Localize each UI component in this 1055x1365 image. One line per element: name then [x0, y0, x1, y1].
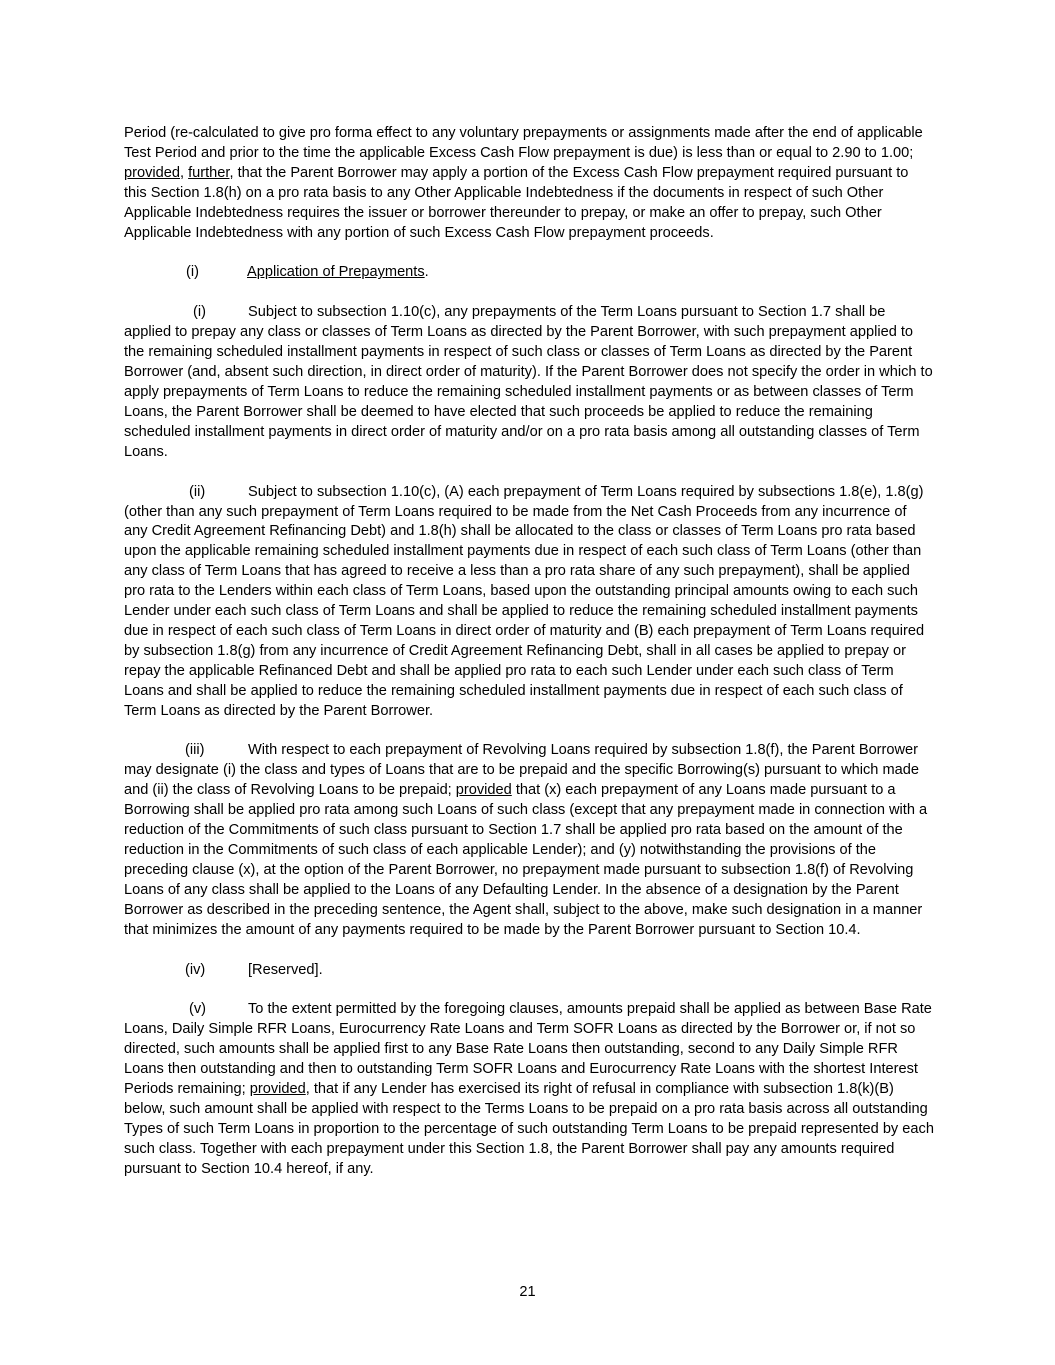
subparagraph-number: (iv) [185, 961, 206, 978]
intro-text-2: , [179, 164, 189, 181]
subparagraph-number: (i) [193, 304, 206, 321]
section-heading-i [124, 263, 934, 283]
subparagraph-iv [124, 961, 934, 981]
provided-underlined: provided [249, 1081, 306, 1098]
subparagraph-text-2: , that if any Lender has exercised its right of refusal in compliance with subsection 1.8(k)(B) below, such amount shall be applied with respect to the Terms Loans to be prepaid on a pro rata basis across all outstanding Types of such Term Loans in proportion to the percentage of such outstanding Term Loans to be prepaid represented by each such class. Together with each prepayment under this Section 1.8, the Parent Borrower shall pay any amounts required pursuant to Section 10.4 hereof, if any. [124, 1081, 934, 1177]
subparagraph-number: (v) [189, 1001, 207, 1018]
document-page [124, 124, 934, 1200]
subparagraph-text: Subject to subsection 1.10(c), (A) each prepayment of Term Loans required by subsections 1.8(e), 1.8(g) (other than any such prepayment of Term Loans required to be made from the Net Cash Proceeds from any incurrence of any Credit Agreement Refinancing Debt) and 1.8(h) shall be allocated to the class or classes of Term Loans pro rata based upon the applicable remaining scheduled installment payments due in respect of each such class of Term Loans (other than any class of Term Loans that has agreed to receive a less than a pro rata share of any such prepayment), shall be applied pro rata to the Lenders within each class of Term Loans, based upon the outstanding principal amounts owing to each such Lender under each such class of Term Loans and shall be applied to reduce the remaining scheduled installment payments due in respect of each such class of Term Loans in direct order of maturity and (B) each prepayment of Term Loans required by subsection 1.8(g) from any incurrence of Credit Agreement Refinancing Debt, shall in all cases be applied to prepay or repay the applicable Refinanced Debt and shall be applied pro rata to each such Lender under each such class of Term Loans and shall be applied to reduce the remaining scheduled installment payments due in respect of each such class of Term Loans as directed by the Parent Borrower. [124, 483, 925, 719]
section-number: (i) [186, 264, 199, 281]
subparagraph-text: Subject to subsection 1.10(c), any prepayments of the Term Loans pursuant to Section 1.7 shall be applied to prepay any class or classes of Term Loans as directed by the Parent Borrower, with such prepayment applied to the remaining scheduled installment payments in respect of such class or classes of Term Loans as directed by the Parent Borrower (and, absent such direction, in direct order of maturity). If the Parent Borrower does not specify the order in which to apply prepayments of Term Loans to reduce the remaining scheduled installment payments or as between classes of Term Loans, the Parent Borrower shall be deemed to have elected that such proceeds be applied to reduce the remaining scheduled installment payments in direct order of maturity and/or on a pro rata basis among all outstanding classes of Term Loans. [124, 304, 933, 460]
page-number: 21 [519, 1284, 536, 1300]
section-title: Application of Prepayments [247, 264, 425, 281]
provided-underlined: provided [124, 164, 180, 181]
subparagraph-text-1: With respect to each prepayment of Revolving Loans required by subsection 1.8(f), the Parent Borrower may designate (i) the class and types of Loans that are to be prepaid and the specific Borrowing(s) pursuant to which made and (ii) the class of Revolving Loans to be prepaid; [124, 742, 919, 799]
subparagraph-ii [124, 483, 934, 722]
subparagraph-number: (iii) [185, 742, 205, 759]
subparagraph-i [124, 303, 934, 462]
intro-text-1: Period (re-calculated to give pro forma effect to any voluntary prepayments or assignments made after the end of applicable Test Period and prior to the time the applicable Excess Cash Flow prepayment is due) is less than or equal to 2.90 to 1.00; [124, 125, 923, 161]
subparagraph-text: [Reserved]. [248, 961, 323, 978]
subparagraph-v [124, 1000, 934, 1179]
subparagraph-iii [124, 741, 934, 940]
paragraph-intro [124, 124, 934, 243]
subparagraph-text-1: To the extent permitted by the foregoing clauses, amounts prepaid shall be applied as between Base Rate Loans, Daily Simple RFR Loans, Eurocurrency Rate Loans and Term SOFR Loans as directed by the Borrower or, if not so directed, such amounts shall be applied first to any Base Rate Loans then outstanding, second to any Daily Simple RFR Loans then outstanding and then to outstanding Term SOFR Loans and Eurocurrency Rate Loans with the shortest Interest Periods remaining; [124, 1001, 932, 1098]
provided-underlined: provided [455, 782, 512, 799]
further-underlined: further [188, 164, 230, 181]
subparagraph-text-2: that (x) each prepayment of any Loans made pursuant to a Borrowing shall be applied pro rata among such Loans of such class (except that any prepayment made in connection with a reduction of the Commitments of such class pursuant to Section 1.7 shall be applied pro rata based on the amount of the reduction in the Commitments of such class of each applicable Lender); and (y) notwithstanding the provisions of the preceding clause (x), at the option of the Parent Borrower, no prepayment made pursuant to subsection 1.8(f) of Revolving Loans of any class shall be applied to the Loans of any Defaulting Lender. In the absence of a designation by the Parent Borrower as described in the preceding sentence, the Agent shall, subject to the above, make such designation in a manner that minimizes the amount of any payments required to be made by the Parent Borrower pursuant to Section 10.4. [124, 782, 928, 938]
intro-text-3: , that the Parent Borrower may apply a portion of the Excess Cash Flow prepayment required pursuant to this Section 1.8(h) on a pro rata basis to any Other Applicable Indebtedness if the documents in respect of such Other Applicable Indebtedness requires the issuer or borrower thereunder to prepay, or make an offer to prepay, such Other Applicable Indebtedness with any portion of such Excess Cash Flow prepayment proceeds. [124, 164, 909, 241]
subparagraph-number: (ii) [189, 483, 206, 500]
section-title-period: . [424, 264, 429, 281]
